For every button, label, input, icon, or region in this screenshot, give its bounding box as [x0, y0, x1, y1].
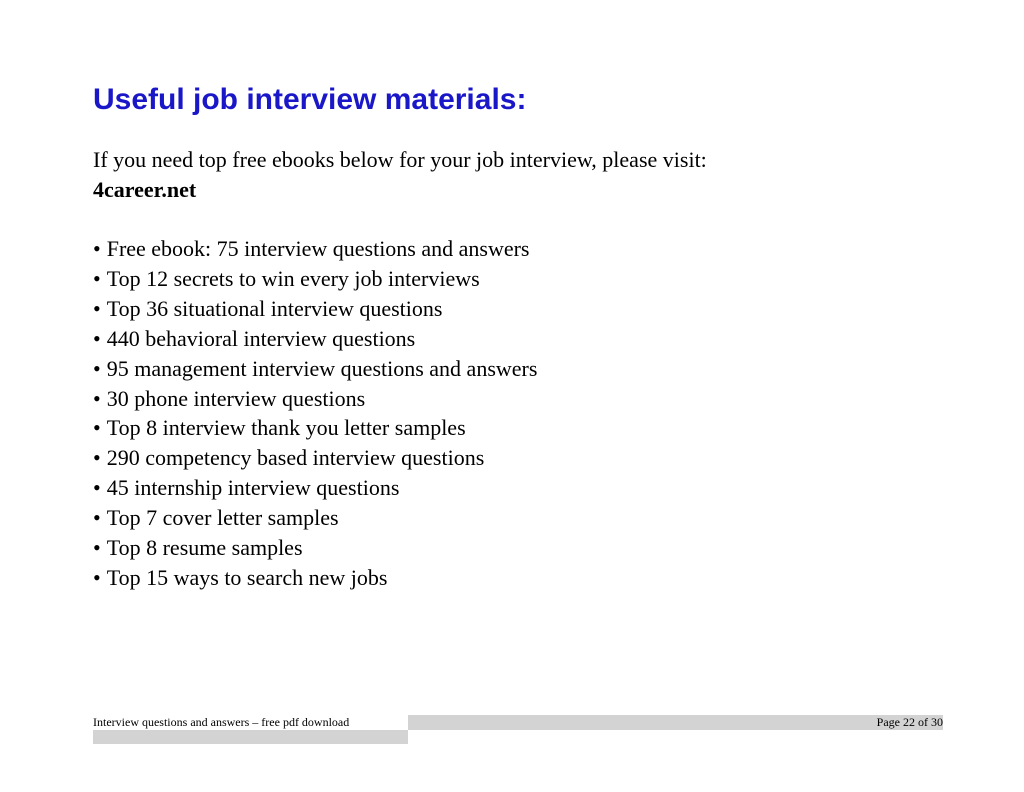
- list-item-text: 45 internship interview questions: [106, 475, 400, 501]
- bullet-glyph: •: [93, 475, 101, 501]
- bullet-glyph: •: [93, 295, 101, 321]
- intro-text: If you need top free ebooks below for your job interview, please visit:: [93, 147, 707, 172]
- page-heading: Useful job interview materials:: [93, 83, 527, 116]
- list-item: [93, 503, 537, 533]
- list-item-text: 95 management interview questions and answers: [106, 355, 538, 381]
- list-item: [93, 473, 537, 503]
- list-item: [93, 264, 537, 294]
- bullet-glyph: •: [93, 265, 101, 291]
- list-item: [93, 384, 537, 414]
- list-item-text: Top 15 ways to search new jobs: [106, 564, 388, 590]
- list-item: [93, 563, 537, 593]
- list-item-text: Top 12 secrets to win every job interviews: [106, 265, 480, 291]
- footer-left-text: Interview questions and answers – free pdf download: [93, 715, 350, 729]
- bullet-glyph: •: [93, 535, 101, 561]
- list-item-text: Top 8 interview thank you letter samples: [106, 415, 466, 441]
- bullet-glyph: •: [93, 564, 101, 590]
- list-item: [93, 354, 537, 384]
- list-item: [93, 413, 537, 443]
- bullet-glyph: •: [93, 385, 101, 411]
- list-item-text: Top 36 situational interview questions: [106, 295, 443, 321]
- bullet-glyph: •: [93, 355, 101, 381]
- page-number: Page 22 of 30: [876, 715, 943, 729]
- list-item: [93, 533, 537, 563]
- site-link[interactable]: 4career.net: [93, 177, 197, 202]
- list-item-text: Top 7 cover letter samples: [106, 505, 339, 531]
- list-item-text: Free ebook: 75 interview questions and answers: [106, 236, 530, 261]
- bullet-glyph: •: [93, 445, 101, 471]
- list-item-text: 30 phone interview questions: [106, 385, 366, 411]
- list-item-text: Top 8 resume samples: [106, 535, 303, 561]
- list-item: [93, 443, 537, 473]
- list-item: [93, 234, 537, 264]
- list-item: [93, 324, 537, 354]
- list-item-text: 290 competency based interview questions: [106, 445, 485, 471]
- list-item: [93, 294, 537, 324]
- bullet-glyph: •: [93, 236, 101, 261]
- bullet-glyph: •: [93, 325, 101, 351]
- bullet-glyph: •: [93, 505, 101, 531]
- list-item-text: 440 behavioral interview questions: [106, 325, 416, 351]
- footer-underbar: [93, 730, 408, 744]
- bullet-glyph: •: [93, 415, 101, 441]
- materials-list: [93, 234, 537, 593]
